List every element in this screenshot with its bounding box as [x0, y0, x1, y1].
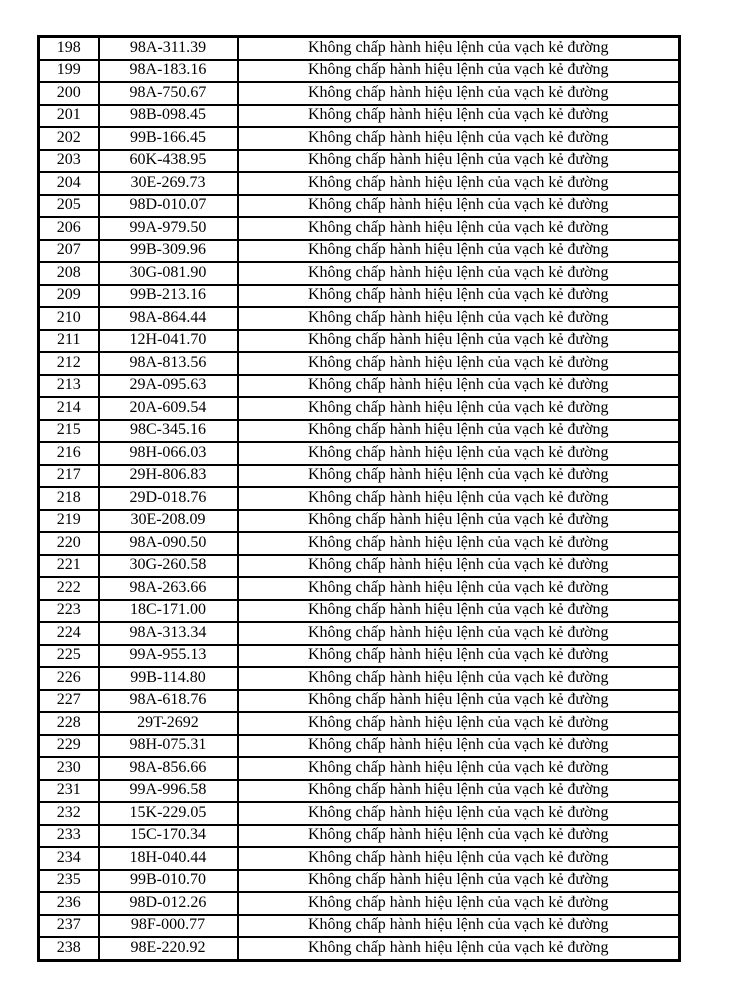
plate-number-cell: 29D-018.76 — [99, 487, 238, 510]
row-number-cell: 208 — [39, 262, 99, 285]
violation-cell: Không chấp hành hiệu lệnh của vạch kẻ đường — [238, 60, 680, 83]
table-row — [39, 465, 680, 488]
plate-number-cell: 98H-075.31 — [99, 735, 238, 758]
plate-number-cell: 98H-066.03 — [99, 442, 238, 465]
violation-cell: Không chấp hành hiệu lệnh của vạch kẻ đường — [238, 420, 680, 443]
row-number-cell: 216 — [39, 442, 99, 465]
row-number-cell: 217 — [39, 465, 99, 488]
plate-number-cell: 30G-081.90 — [99, 262, 238, 285]
violation-cell: Không chấp hành hiệu lệnh của vạch kẻ đường — [238, 487, 680, 510]
row-number-cell: 214 — [39, 397, 99, 420]
row-number-cell: 199 — [39, 60, 99, 83]
table-row — [39, 870, 680, 893]
table-row — [39, 82, 680, 105]
violation-cell: Không chấp hành hiệu lệnh của vạch kẻ đường — [238, 465, 680, 488]
table-row — [39, 195, 680, 218]
table-row — [39, 735, 680, 758]
plate-number-cell: 99B-114.80 — [99, 667, 238, 690]
row-number-cell: 222 — [39, 577, 99, 600]
plate-number-cell: 99B-166.45 — [99, 127, 238, 150]
row-number-cell: 213 — [39, 375, 99, 398]
row-number-cell: 198 — [39, 37, 99, 60]
row-number-cell: 234 — [39, 847, 99, 870]
row-number-cell: 230 — [39, 757, 99, 780]
row-number-cell: 231 — [39, 780, 99, 803]
table-row — [39, 532, 680, 555]
violation-cell: Không chấp hành hiệu lệnh của vạch kẻ đường — [238, 195, 680, 218]
row-number-cell: 203 — [39, 150, 99, 173]
plate-number-cell: 60K-438.95 — [99, 150, 238, 173]
plate-number-cell: 98E-220.92 — [99, 937, 238, 960]
violation-cell: Không chấp hành hiệu lệnh của vạch kẻ đường — [238, 757, 680, 780]
plate-number-cell: 98B-098.45 — [99, 105, 238, 128]
row-number-cell: 226 — [39, 667, 99, 690]
violation-cell: Không chấp hành hiệu lệnh của vạch kẻ đường — [238, 870, 680, 893]
row-number-cell: 223 — [39, 600, 99, 623]
table-row — [39, 37, 680, 60]
table-row — [39, 150, 680, 173]
violation-cell: Không chấp hành hiệu lệnh của vạch kẻ đường — [238, 937, 680, 960]
row-number-cell: 232 — [39, 802, 99, 825]
row-number-cell: 224 — [39, 622, 99, 645]
plate-number-cell: 30E-269.73 — [99, 172, 238, 195]
table-row — [39, 757, 680, 780]
plate-number-cell: 29H-806.83 — [99, 465, 238, 488]
violation-cell: Không chấp hành hiệu lệnh của vạch kẻ đường — [238, 352, 680, 375]
table-row — [39, 780, 680, 803]
table-row — [39, 352, 680, 375]
violation-cell: Không chấp hành hiệu lệnh của vạch kẻ đường — [238, 915, 680, 938]
table-row — [39, 397, 680, 420]
row-number-cell: 219 — [39, 510, 99, 533]
plate-number-cell: 12H-041.70 — [99, 330, 238, 353]
table-row — [39, 892, 680, 915]
row-number-cell: 210 — [39, 307, 99, 330]
violation-cell: Không chấp hành hiệu lệnh của vạch kẻ đường — [238, 262, 680, 285]
table-row — [39, 262, 680, 285]
row-number-cell: 229 — [39, 735, 99, 758]
row-number-cell: 211 — [39, 330, 99, 353]
violation-cell: Không chấp hành hiệu lệnh của vạch kẻ đường — [238, 127, 680, 150]
violation-cell: Không chấp hành hiệu lệnh của vạch kẻ đường — [238, 217, 680, 240]
plate-number-cell: 98A-263.66 — [99, 577, 238, 600]
plate-number-cell: 98A-183.16 — [99, 60, 238, 83]
table-row — [39, 60, 680, 83]
row-number-cell: 220 — [39, 532, 99, 555]
plate-number-cell: 20A-609.54 — [99, 397, 238, 420]
violation-cell: Không chấp hành hiệu lệnh của vạch kẻ đường — [238, 105, 680, 128]
plate-number-cell: 30G-260.58 — [99, 555, 238, 578]
row-number-cell: 233 — [39, 825, 99, 848]
plate-number-cell: 98A-313.34 — [99, 622, 238, 645]
plate-number-cell: 29T-2692 — [99, 712, 238, 735]
table-row — [39, 645, 680, 668]
row-number-cell: 209 — [39, 285, 99, 308]
row-number-cell: 212 — [39, 352, 99, 375]
row-number-cell: 204 — [39, 172, 99, 195]
row-number-cell: 228 — [39, 712, 99, 735]
violation-cell: Không chấp hành hiệu lệnh của vạch kẻ đường — [238, 780, 680, 803]
violation-cell: Không chấp hành hiệu lệnh của vạch kẻ đường — [238, 510, 680, 533]
violation-cell: Không chấp hành hiệu lệnh của vạch kẻ đường — [238, 690, 680, 713]
row-number-cell: 206 — [39, 217, 99, 240]
plate-number-cell: 98D-010.07 — [99, 195, 238, 218]
violation-cell: Không chấp hành hiệu lệnh của vạch kẻ đường — [238, 735, 680, 758]
plate-number-cell: 15K-229.05 — [99, 802, 238, 825]
plate-number-cell: 98A-864.44 — [99, 307, 238, 330]
row-number-cell: 200 — [39, 82, 99, 105]
row-number-cell: 237 — [39, 915, 99, 938]
table-row — [39, 420, 680, 443]
table-row — [39, 667, 680, 690]
table-row — [39, 105, 680, 128]
plate-number-cell: 98F-000.77 — [99, 915, 238, 938]
table-row — [39, 712, 680, 735]
table-row — [39, 330, 680, 353]
plate-number-cell: 18C-171.00 — [99, 600, 238, 623]
row-number-cell: 236 — [39, 892, 99, 915]
violation-cell: Không chấp hành hiệu lệnh của vạch kẻ đường — [238, 667, 680, 690]
violation-cell: Không chấp hành hiệu lệnh của vạch kẻ đường — [238, 577, 680, 600]
table-row — [39, 802, 680, 825]
table-row — [39, 915, 680, 938]
table-row — [39, 690, 680, 713]
violation-cell: Không chấp hành hiệu lệnh của vạch kẻ đường — [238, 600, 680, 623]
plate-number-cell: 98A-090.50 — [99, 532, 238, 555]
row-number-cell: 202 — [39, 127, 99, 150]
table-row — [39, 577, 680, 600]
row-number-cell: 235 — [39, 870, 99, 893]
plate-number-cell: 98C-345.16 — [99, 420, 238, 443]
plate-number-cell: 98A-856.66 — [99, 757, 238, 780]
violation-cell: Không chấp hành hiệu lệnh của vạch kẻ đường — [238, 240, 680, 263]
violations-table-body — [39, 37, 680, 961]
violation-cell: Không chấp hành hiệu lệnh của vạch kẻ đường — [238, 712, 680, 735]
table-row — [39, 172, 680, 195]
violation-cell: Không chấp hành hiệu lệnh của vạch kẻ đường — [238, 442, 680, 465]
table-row — [39, 825, 680, 848]
violation-cell: Không chấp hành hiệu lệnh của vạch kẻ đường — [238, 532, 680, 555]
row-number-cell: 215 — [39, 420, 99, 443]
table-row — [39, 937, 680, 960]
violation-cell: Không chấp hành hiệu lệnh của vạch kẻ đường — [238, 37, 680, 60]
table-row — [39, 847, 680, 870]
table-row — [39, 217, 680, 240]
table-row — [39, 622, 680, 645]
table-row — [39, 487, 680, 510]
plate-number-cell: 98A-750.67 — [99, 82, 238, 105]
plate-number-cell: 99A-955.13 — [99, 645, 238, 668]
violation-cell: Không chấp hành hiệu lệnh của vạch kẻ đường — [238, 825, 680, 848]
violation-cell: Không chấp hành hiệu lệnh của vạch kẻ đường — [238, 150, 680, 173]
plate-number-cell: 99B-309.96 — [99, 240, 238, 263]
violation-cell: Không chấp hành hiệu lệnh của vạch kẻ đường — [238, 397, 680, 420]
plate-number-cell: 29A-095.63 — [99, 375, 238, 398]
violation-cell: Không chấp hành hiệu lệnh của vạch kẻ đường — [238, 847, 680, 870]
plate-number-cell: 98A-813.56 — [99, 352, 238, 375]
plate-number-cell: 98A-311.39 — [99, 37, 238, 60]
plate-number-cell: 99B-010.70 — [99, 870, 238, 893]
violation-cell: Không chấp hành hiệu lệnh của vạch kẻ đường — [238, 330, 680, 353]
plate-number-cell: 99A-979.50 — [99, 217, 238, 240]
plate-number-cell: 15C-170.34 — [99, 825, 238, 848]
row-number-cell: 238 — [39, 937, 99, 960]
row-number-cell: 201 — [39, 105, 99, 128]
violation-cell: Không chấp hành hiệu lệnh của vạch kẻ đường — [238, 802, 680, 825]
violation-cell: Không chấp hành hiệu lệnh của vạch kẻ đường — [238, 285, 680, 308]
table-row — [39, 442, 680, 465]
table-row — [39, 285, 680, 308]
violations-table — [37, 35, 681, 962]
row-number-cell: 218 — [39, 487, 99, 510]
plate-number-cell: 18H-040.44 — [99, 847, 238, 870]
plate-number-cell: 99B-213.16 — [99, 285, 238, 308]
plate-number-cell: 98D-012.26 — [99, 892, 238, 915]
violation-cell: Không chấp hành hiệu lệnh của vạch kẻ đường — [238, 622, 680, 645]
violation-cell: Không chấp hành hiệu lệnh của vạch kẻ đường — [238, 645, 680, 668]
plate-number-cell: 30E-208.09 — [99, 510, 238, 533]
row-number-cell: 207 — [39, 240, 99, 263]
violation-cell: Không chấp hành hiệu lệnh của vạch kẻ đường — [238, 892, 680, 915]
violation-cell: Không chấp hành hiệu lệnh của vạch kẻ đường — [238, 82, 680, 105]
table-row — [39, 307, 680, 330]
violation-cell: Không chấp hành hiệu lệnh của vạch kẻ đường — [238, 172, 680, 195]
violation-cell: Không chấp hành hiệu lệnh của vạch kẻ đường — [238, 555, 680, 578]
plate-number-cell: 99A-996.58 — [99, 780, 238, 803]
row-number-cell: 225 — [39, 645, 99, 668]
table-row — [39, 555, 680, 578]
table-row — [39, 375, 680, 398]
table-row — [39, 127, 680, 150]
violation-cell: Không chấp hành hiệu lệnh của vạch kẻ đường — [238, 375, 680, 398]
plate-number-cell: 98A-618.76 — [99, 690, 238, 713]
table-row — [39, 510, 680, 533]
table-row — [39, 600, 680, 623]
row-number-cell: 221 — [39, 555, 99, 578]
violation-cell: Không chấp hành hiệu lệnh của vạch kẻ đường — [238, 307, 680, 330]
row-number-cell: 205 — [39, 195, 99, 218]
table-row — [39, 240, 680, 263]
row-number-cell: 227 — [39, 690, 99, 713]
